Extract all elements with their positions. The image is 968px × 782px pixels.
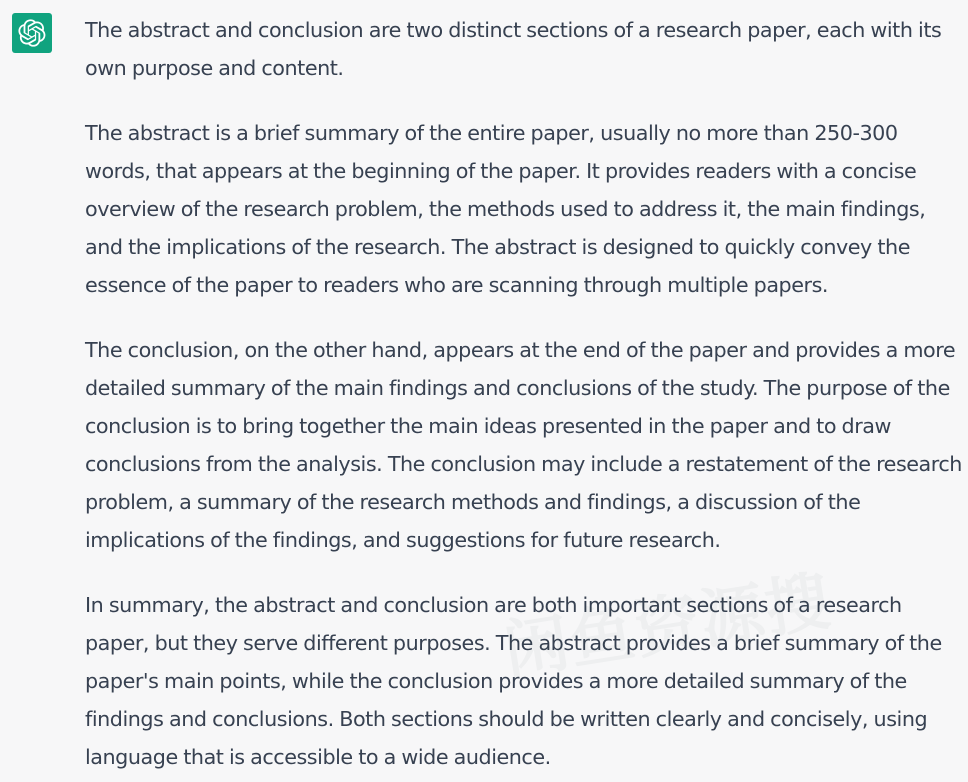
message-paragraph-4: In summary, the abstract and conclusion are both important sections of a research paper, but they serve different purposes. The abstract provides a brief summary of the paper's main points, while the conclusion provides a more detailed summary of the findings and conclusions. Both sections should be written clearly and concisely, using language that is accessible to a wide audience. [85,593,942,769]
openai-logo-icon [18,19,46,47]
message-paragraph-2: The abstract is a brief summary of the entire paper, usually no more than 250-300 words, that appears at the beginning of the paper. It provides readers with a concise overview of the research problem, the methods used to address it, the main findings, and the implications of the research. The abstract is designed to quickly convey the essence of the paper to readers who are scanning through multiple papers. [85,121,926,297]
message-paragraph-3: The conclusion, on the other hand, appears at the end of the paper and provides a more detailed summary of the main findings and conclusions of the study. The purpose of the conclusion is to bring together the main ideas presented in the paper and to draw conclusions from the analysis. The conclusion may include a restatement of the research problem, a summary of the research methods and findings, a discussion of the implications of the findings, and suggestions for future research. [85,338,962,552]
assistant-avatar [12,13,52,53]
message-content [85,11,965,776]
message-paragraph-1: The abstract and conclusion are two distinct sections of a research paper, each with its own purpose and content. [85,18,942,80]
